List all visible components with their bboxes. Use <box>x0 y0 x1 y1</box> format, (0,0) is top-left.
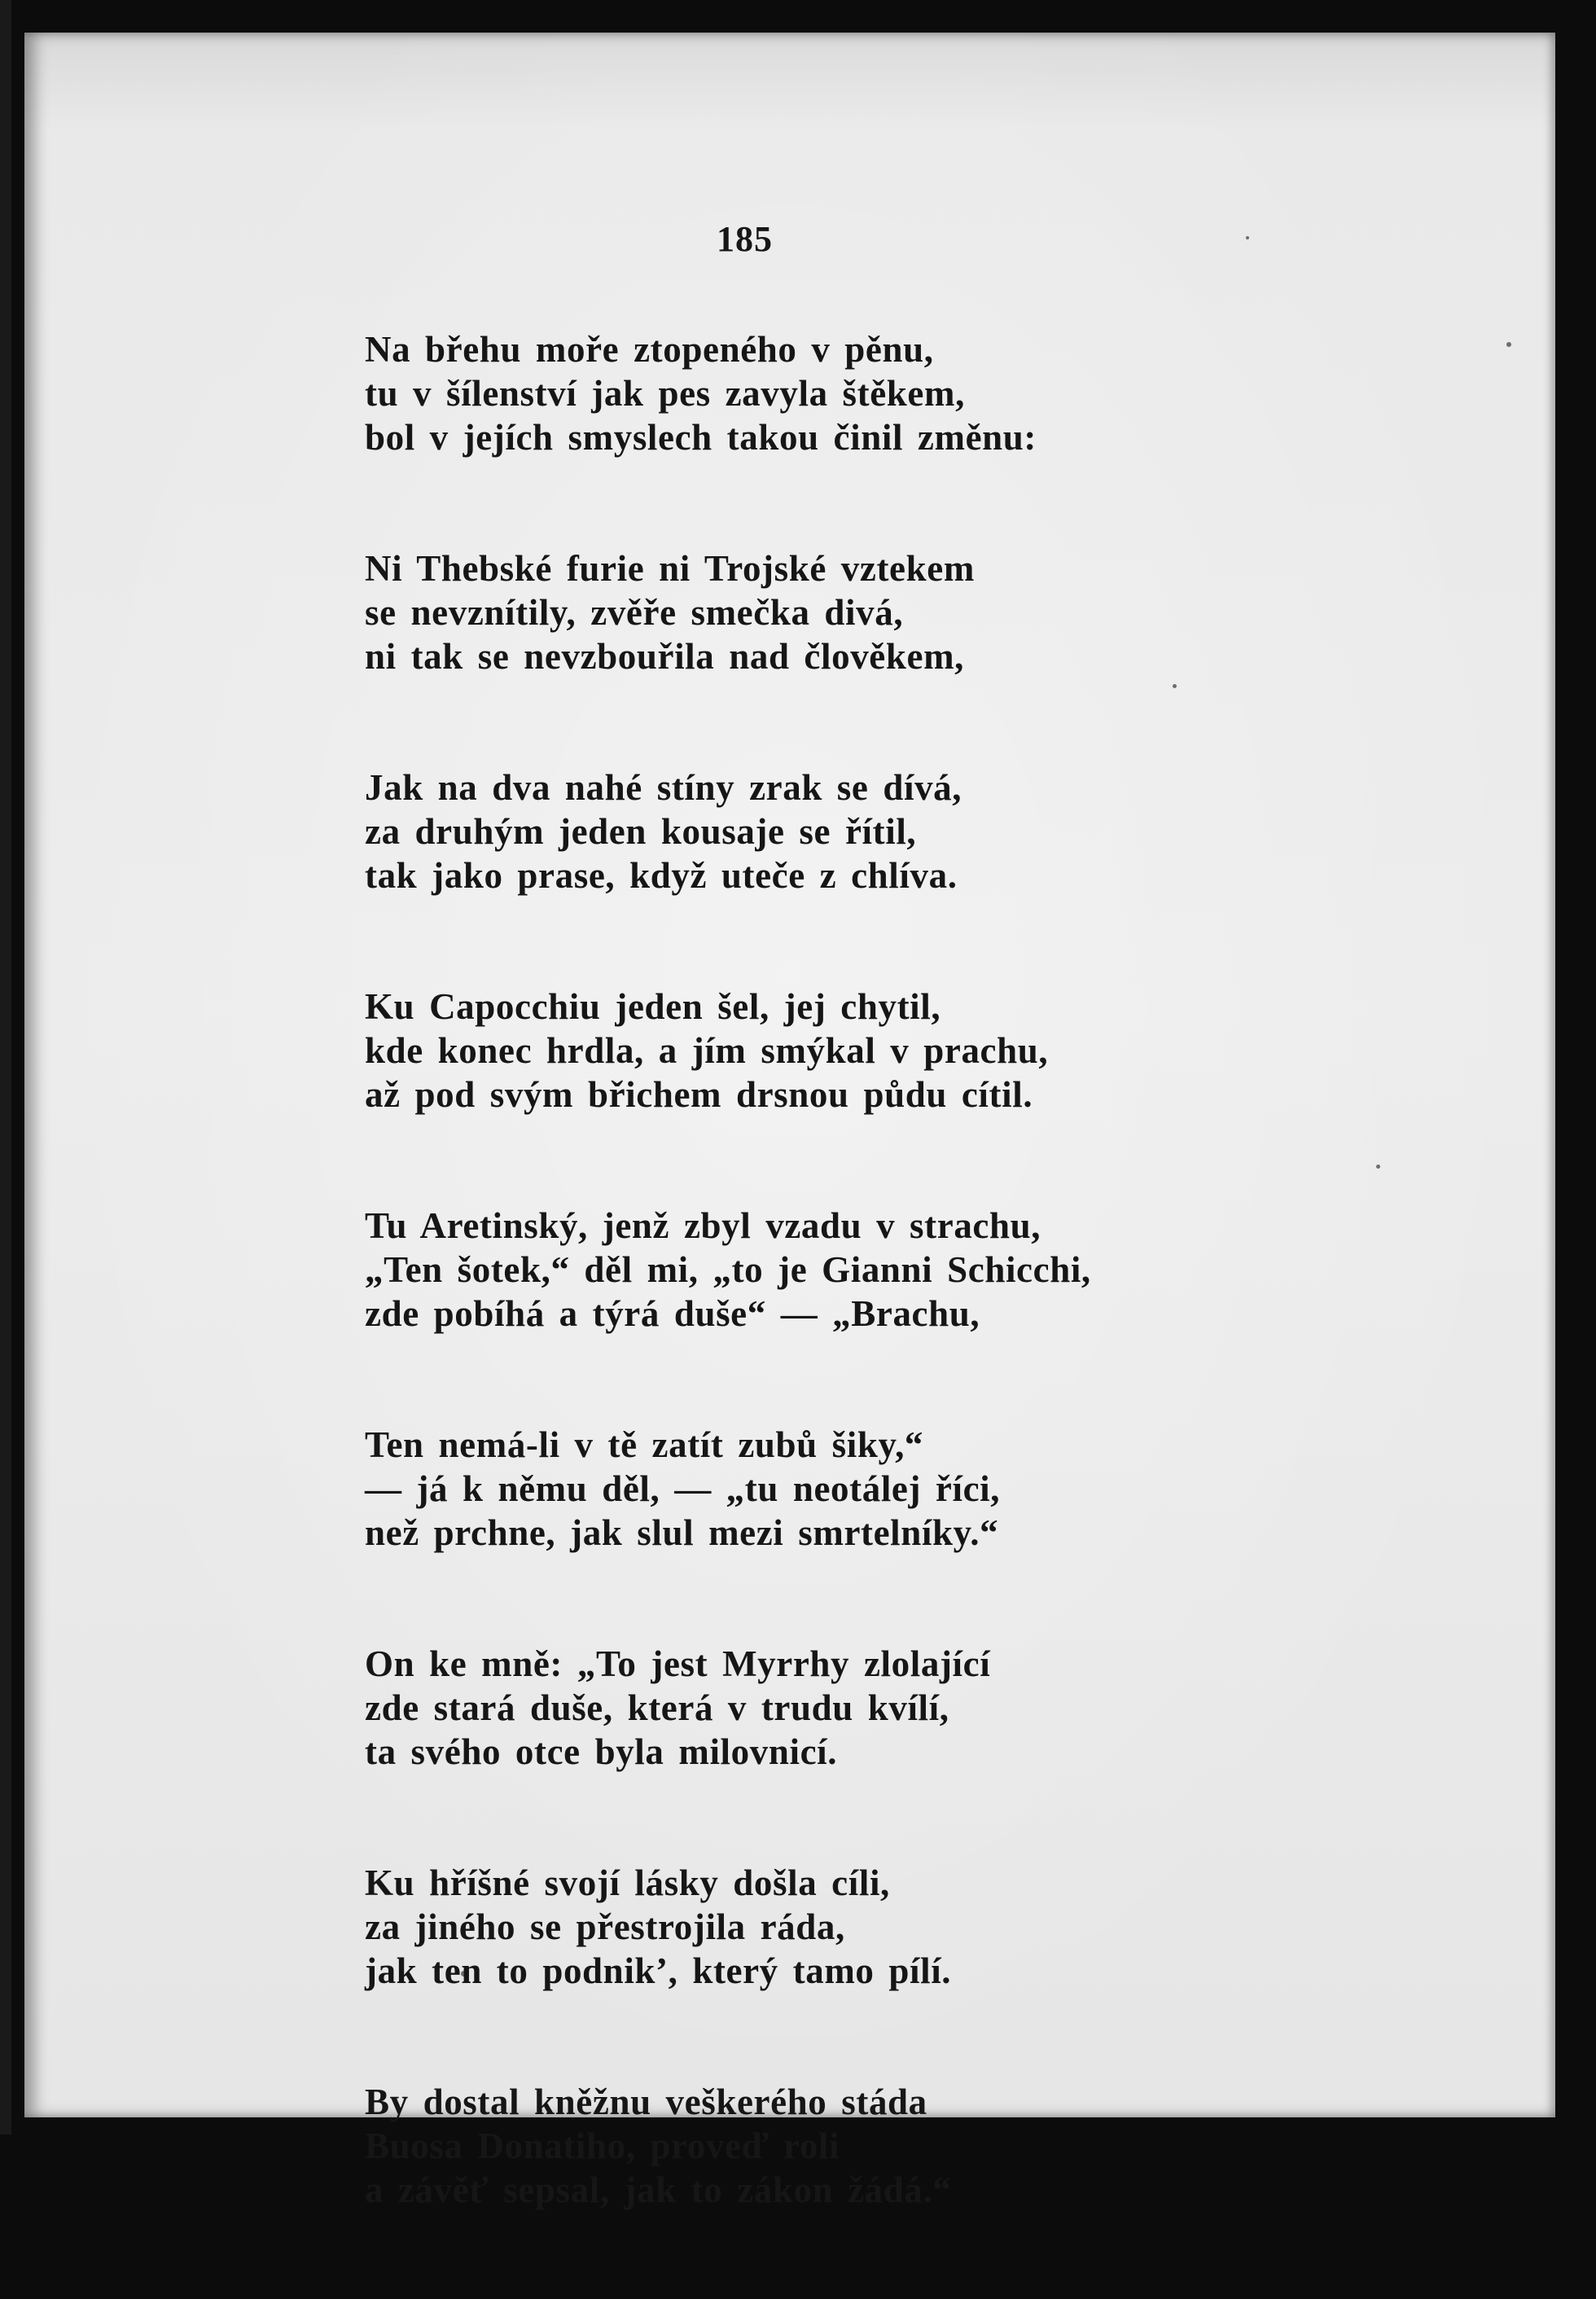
verse-line: a závěť sepsal, jak to zákon žádá.“ <box>365 2170 952 2210</box>
verse-line: jak ten to podnik’, který tamo pílí. <box>365 1950 952 1991</box>
verse-line: Buosa Donatiho, proveď roli <box>365 2126 840 2166</box>
binding-edge <box>0 0 11 2134</box>
verse-line: se nevznítily, zvěře smečka divá, <box>365 592 904 633</box>
paper-speck <box>1246 236 1249 239</box>
verse-line: za druhým jeden kousaje se řítil, <box>365 811 917 852</box>
verse-line: až pod svým břichem drsnou půdu cítil. <box>365 1074 1033 1115</box>
stanza <box>365 1642 1521 1774</box>
verse-line: Ni Thebské furie ni Trojské vztekem <box>365 548 975 589</box>
verse-line: — já k němu děl, — „tu neotálej říci, <box>365 1468 1001 1509</box>
verse-line: Ten nemá-li v tě zatít zubů šiky,“ <box>365 1424 924 1465</box>
verse-line: kde konec hrdla, a jím smýkal v prachu, <box>365 1030 1049 1071</box>
verse-line: ta svého otce byla milovnicí. <box>365 1731 838 1772</box>
stanza <box>365 985 1521 1117</box>
stanza <box>365 327 1521 459</box>
stanza <box>365 766 1521 897</box>
verse-line: tak jako prase, když uteče z chlíva. <box>365 855 958 896</box>
verse-line: zde pobíhá a týrá duše“ — „Brachu, <box>365 1293 980 1334</box>
stanza <box>365 546 1521 678</box>
poem-text <box>365 327 1521 2299</box>
stanza <box>365 1423 1521 1555</box>
stanza <box>365 1204 1521 1336</box>
verse-line: Ku hříšné svojí lásky došla cíli, <box>365 1862 890 1903</box>
verse-line: za jiného se přestrojila ráda, <box>365 1906 845 1947</box>
verse-line: ni tak se nevzbouřila nad člověkem, <box>365 636 965 677</box>
page-number: 185 <box>717 219 773 259</box>
verse-line: zde stará duše, která v trudu kvílí, <box>365 1687 949 1728</box>
stanza <box>365 1861 1521 1993</box>
verse-line: On ke mně: „To jest Myrrhy zlolající <box>365 1643 991 1684</box>
verse-line: Tu Aretinský, jenž zbyl vzadu v strachu, <box>365 1205 1041 1246</box>
verse-line: tu v šílenství jak pes zavyla štěkem, <box>365 373 965 414</box>
verse-line: By dostal kněžnu veškerého stáda <box>365 2082 927 2122</box>
verse-line: než prchne, jak slul mezi smrtelníky.“ <box>365 1512 999 1553</box>
verse-line: bol v jejích smyslech takou činil změnu: <box>365 417 1037 458</box>
verse-line: Jak na dva nahé stíny zrak se dívá, <box>365 767 962 808</box>
verse-line: Na břehu moře ztopeného v pěnu, <box>365 329 934 370</box>
verse-line: „Ten šotek,“ děl mi, „to je Gianni Schicchi, <box>365 1249 1091 1290</box>
verse-line: Ku Capocchiu jeden šel, jej chytil, <box>365 986 941 1027</box>
stanza <box>365 2080 1521 2212</box>
